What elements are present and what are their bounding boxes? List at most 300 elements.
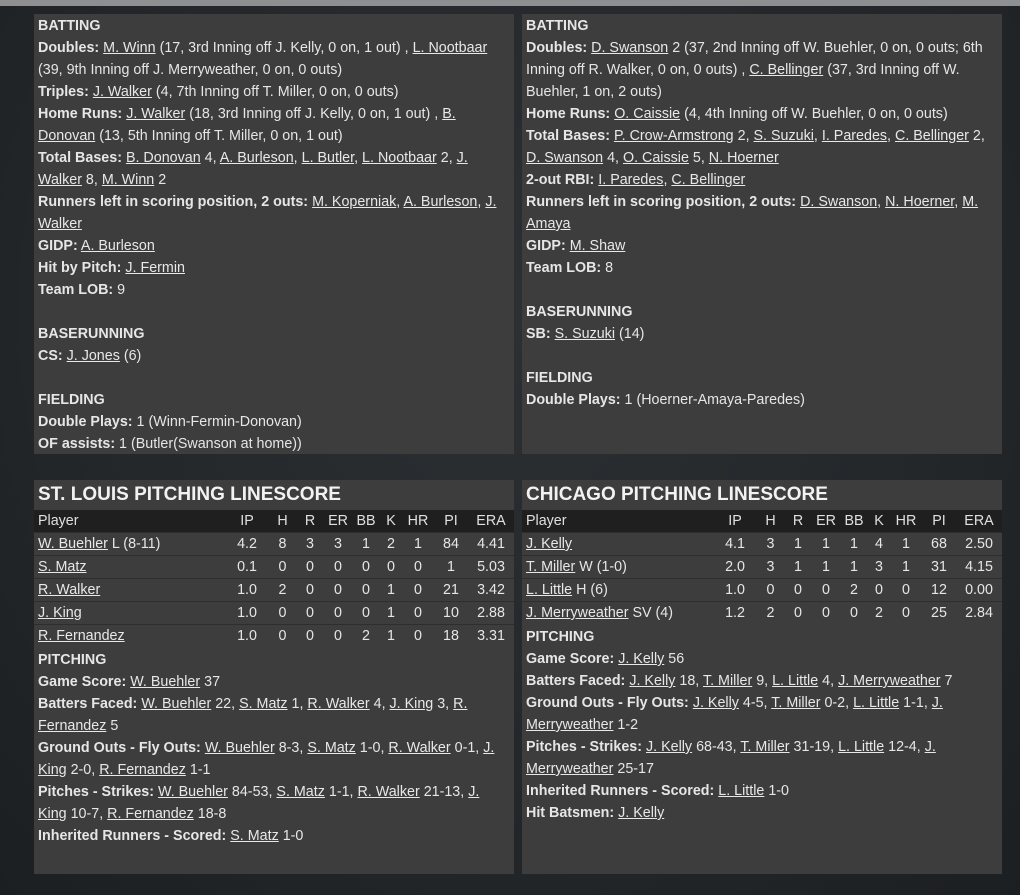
table-row [522, 556, 1002, 579]
stat-cell: 4.2 [225, 533, 269, 556]
player-link-r-fernandez[interactable]: R. Fernandez [38, 628, 125, 644]
player-link-j-king[interactable]: J. King [38, 605, 82, 621]
stat-detail: 2, [436, 150, 457, 166]
stat-cell: 2.50 [956, 533, 1002, 556]
player-link-j-kelly[interactable]: J. Kelly [629, 673, 676, 689]
total-bases-line: Total Bases: P. Crow-Armstrong 2, S. Suzuki, I. Paredes, C. Bellinger 2, D. Swanson 4, O. Caissie 5, N. Hoerner [526, 128, 985, 166]
player-cell [34, 533, 225, 556]
team-lob-line: Team LOB: 9 [38, 282, 126, 298]
stat-detail: 4, [369, 696, 390, 712]
column-header-player: Player [34, 510, 225, 533]
player-link-i-paredes[interactable]: I. Paredes [598, 172, 664, 188]
stat-cell: 10 [434, 602, 468, 625]
column-header-pi: PI [922, 510, 956, 533]
stat-detail: 18-8 [193, 806, 227, 822]
batting-heading: BATTING [38, 18, 101, 34]
column-header-pi: PI [434, 510, 468, 533]
stat-detail: 1, [287, 696, 308, 712]
stat-detail: 2, [733, 128, 754, 144]
stat-cell: 3.42 [468, 579, 514, 602]
stat-detail: 4, [603, 150, 623, 166]
stat-cell: 3 [868, 556, 890, 579]
player-link-j-kelly[interactable]: J. Kelly [692, 695, 739, 711]
stat-detail: (4, 4th Inning off W. Buehler, 0 on, 0 outs) [680, 106, 948, 122]
stat-cell: 1.0 [713, 579, 757, 602]
stat-cell: 3 [324, 533, 352, 556]
stat-cell: 0 [269, 556, 296, 579]
stat-detail: 25-17 [613, 761, 654, 777]
player-link-s-matz[interactable]: S. Matz [230, 828, 279, 844]
stat-detail: (37, 3rd Inning off W. Buehler, 1 on, 2 outs) [526, 62, 960, 100]
stat-cell: 0.1 [225, 556, 269, 579]
player-link-r-walker[interactable]: R. Walker [38, 582, 101, 598]
player-link-w-buehler[interactable]: W. Buehler [130, 674, 201, 690]
player-link-w-buehler[interactable]: W. Buehler [158, 784, 228, 800]
player-link-t-miller[interactable]: T. Miller [526, 559, 576, 575]
stat-detail: 3, [433, 696, 454, 712]
player-link-r-walker[interactable]: R. Walker [388, 740, 451, 756]
stat-cell: 0 [890, 579, 922, 602]
column-header-r: R [784, 510, 812, 533]
column-header-k: K [868, 510, 890, 533]
stat-cell: 2 [352, 625, 380, 648]
player-link-d-swanson[interactable]: D. Swanson [800, 194, 878, 210]
player-link-w-buehler[interactable]: W. Buehler [204, 740, 275, 756]
player-link-w-buehler[interactable]: W. Buehler [141, 696, 212, 712]
stat-cell: 1 [402, 533, 434, 556]
stat-cell: 1.0 [225, 579, 269, 602]
player-link-j-walker[interactable]: J. Walker [92, 84, 152, 100]
player-link-b-donovan[interactable]: B. Donovan [38, 106, 456, 144]
player-link-p-crow-armstrong[interactable]: P. Crow-Armstrong [613, 128, 734, 144]
stat-cell: 1 [890, 556, 922, 579]
player-link-j-merryweather[interactable]: J. Merryweather [526, 739, 936, 777]
player-link-j-walker[interactable]: J. Walker [38, 150, 468, 188]
table-row [522, 579, 1002, 602]
stat-cell: 18 [434, 625, 468, 648]
stat-cell: 2.84 [956, 602, 1002, 625]
stat-detail: (13, 5th Inning off T. Miller, 0 on, 1 out) [95, 128, 343, 144]
player-link-s-matz[interactable]: S. Matz [239, 696, 288, 712]
player-link-b-donovan[interactable]: B. Donovan [125, 150, 201, 166]
stat-cell: 0 [402, 625, 434, 648]
total-bases-line: Total Bases: B. Donovan 4, A. Burleson, L. Butler, L. Nootbaar 2, J. Walker 8, M. Winn 2 [38, 150, 468, 188]
player-link-c-bellinger[interactable]: C. Bellinger [749, 62, 824, 78]
table-row [522, 602, 1002, 625]
player-cell [34, 556, 225, 579]
player-cell [34, 579, 225, 602]
stat-cell: 0 [352, 602, 380, 625]
game-score-line: Game Score: W. Buehler 37 [38, 674, 221, 690]
player-link-j-merryweather[interactable]: J. Merryweather [526, 605, 629, 621]
player-link-j-kelly[interactable]: J. Kelly [618, 805, 665, 821]
stat-detail: (4, 7th Inning off T. Miller, 0 on, 0 outs) [151, 84, 399, 100]
table-row [34, 625, 514, 648]
player-link-l-little[interactable]: L. Little [853, 695, 900, 711]
doubles-line: Doubles: M. Winn (17, 3rd Inning off J. Kelly, 0 on, 1 out) , L. Nootbaar (39, 9th Inning off J. Merryweather, 0 on, 0 outs) [38, 40, 488, 78]
stat-detail: (6) [119, 348, 142, 364]
batters-faced-line: Batters Faced: W. Buehler 22, S. Matz 1, R. Walker 4, J. King 3, R. Fernandez 5 [38, 696, 468, 734]
stat-cell: 0 [296, 625, 324, 648]
player-link-m-winn[interactable]: M. Winn [103, 40, 156, 56]
pitching-heading: PITCHING [38, 652, 107, 668]
double-plays-line: Double Plays: 1 (Winn-Fermin-Donovan) [38, 414, 302, 430]
stat-cell: 0 [868, 579, 890, 602]
doubles-line: Doubles: D. Swanson 2 (37, 2nd Inning off W. Buehler, 0 on, 0 outs; 6th Inning off R. Walker, 0 on, 0 outs) , C. Bellinger (37, 3rd Inning off W. Buehler, 1 on, 2 outs) [526, 40, 983, 100]
stat-cell: 0 [324, 579, 352, 602]
table-row [34, 556, 514, 579]
stat-cell: 4.15 [956, 556, 1002, 579]
player-link-m-winn[interactable]: M. Winn [101, 172, 155, 188]
inherited-runners-line: Inherited Runners - Scored: S. Matz 1-0 [38, 828, 304, 844]
chc-batting-panel [522, 14, 1002, 454]
window-top-bar [0, 0, 1020, 6]
home-runs-line: Home Runs: J. Walker (18, 3rd Inning off J. Kelly, 0 on, 1 out) , B. Donovan (13, 5th Inning off T. Miller, 0 on, 1 out) [38, 106, 456, 144]
player-cell [34, 602, 225, 625]
player-link-r-walker[interactable]: R. Walker [307, 696, 370, 712]
column-header-hr: HR [402, 510, 434, 533]
stat-cell: 0.00 [956, 579, 1002, 602]
stat-cell: 5.03 [468, 556, 514, 579]
stat-detail: 68-43, [692, 739, 741, 755]
player-cell [522, 533, 713, 556]
stat-detail: , [877, 194, 886, 210]
stat-cell: 3.31 [468, 625, 514, 648]
player-cell [522, 556, 713, 579]
player-link-j-kelly[interactable]: J. Kelly [646, 739, 693, 755]
player-link-c-bellinger[interactable]: C. Bellinger [671, 172, 746, 188]
stat-cell: 1 [840, 556, 868, 579]
stat-detail: 2 (37, 2nd Inning off W. Buehler, 0 on, 0 outs; 6th Inning off R. Walker, 0 on, 0 outs) , [526, 40, 983, 78]
stat-cell: 31 [922, 556, 956, 579]
stat-detail: 10-7, [66, 806, 108, 822]
of-assists-line: OF assists: 1 (Butler(Swanson at home)) [38, 436, 302, 452]
player-link-d-swanson[interactable]: D. Swanson [591, 40, 669, 56]
stat-cell: 0 [324, 602, 352, 625]
stat-detail: 7 [940, 673, 953, 689]
stat-cell: 0 [402, 556, 434, 579]
player-link-s-matz[interactable]: S. Matz [307, 740, 356, 756]
player-link-j-merryweather[interactable]: J. Merryweather [838, 673, 941, 689]
column-header-ip: IP [225, 510, 269, 533]
player-link-s-matz[interactable]: S. Matz [38, 559, 87, 575]
stat-cell: 1.0 [225, 602, 269, 625]
stat-cell: 0 [296, 602, 324, 625]
stat-detail: 31-19, [789, 739, 839, 755]
stat-detail: 1-1, [324, 784, 358, 800]
stl-batting-panel [34, 14, 514, 454]
go-fo-line: Ground Outs - Fly Outs: J. Kelly 4-5, T. Miller 0-2, L. Little 1-1, J. Merryweather 1-2 [526, 695, 943, 733]
column-header-h: H [757, 510, 784, 533]
player-link-l-little[interactable]: L. Little [772, 673, 819, 689]
stat-detail: 1-1, [899, 695, 932, 711]
column-header-bb: BB [352, 510, 380, 533]
player-link-w-buehler[interactable]: W. Buehler [38, 536, 108, 552]
table-row [522, 533, 1002, 556]
player-link-m-shaw[interactable]: M. Shaw [569, 238, 626, 254]
player-link-j-walker[interactable]: J. Walker [126, 106, 186, 122]
table-row [34, 533, 514, 556]
stat-cell: 0 [784, 579, 812, 602]
player-link-i-paredes[interactable]: I. Paredes [821, 128, 888, 144]
stat-detail: 84-53, [227, 784, 277, 800]
stat-detail: 1-0 [278, 828, 304, 844]
decision-note: H (6) [572, 582, 608, 598]
stat-detail: 1-0, [355, 740, 389, 756]
stat-detail: 1-1 [185, 762, 211, 778]
stat-detail: 9, [752, 673, 773, 689]
player-link-r-fernandez[interactable]: R. Fernandez [99, 762, 186, 778]
batting-heading: BATTING [526, 18, 589, 34]
stat-detail: 2 [154, 172, 167, 188]
table-header-row [34, 510, 514, 533]
column-header-r: R [296, 510, 324, 533]
player-link-r-fernandez[interactable]: R. Fernandez [107, 806, 194, 822]
player-link-l-little[interactable]: L. Little [718, 783, 765, 799]
stat-cell: 2 [840, 579, 868, 602]
stl-pitching-panel [34, 480, 514, 874]
stat-cell: 3 [757, 533, 784, 556]
gidp-line: GIDP: A. Burleson [38, 238, 155, 254]
stat-cell: 1.0 [225, 625, 269, 648]
pitching-heading: PITCHING [526, 629, 595, 645]
stat-cell: 2 [269, 579, 296, 602]
stat-cell: 1 [812, 556, 840, 579]
stat-cell: 0 [324, 556, 352, 579]
player-link-d-swanson[interactable]: D. Swanson [526, 150, 604, 166]
player-cell [522, 579, 713, 602]
player-link-a-burleson[interactable]: A. Burleson [403, 194, 478, 210]
stat-cell: 1 [352, 533, 380, 556]
pitching-linescore-table [522, 510, 1002, 624]
stat-cell: 0 [784, 602, 812, 625]
stat-cell: 1 [380, 625, 402, 648]
decision-note: W (1-0) [575, 559, 627, 575]
column-header-er: ER [812, 510, 840, 533]
gidp-line: GIDP: M. Shaw [526, 238, 626, 254]
baserunning-heading: BASERUNNING [38, 326, 145, 342]
pitching-linescore-table [34, 510, 514, 647]
stat-detail: (18, 3rd Inning off J. Kelly, 0 on, 1 out) , [185, 106, 443, 122]
stat-detail: 22, [211, 696, 240, 712]
stat-detail: 4, [200, 150, 220, 166]
two-out-rbi-line: 2-out RBI: I. Paredes, C. Bellinger [526, 172, 746, 188]
stat-detail: , [396, 194, 404, 210]
stat-detail: (14) [615, 326, 645, 342]
stat-detail: 0-1, [450, 740, 484, 756]
stat-cell: 1 [890, 533, 922, 556]
column-header-bb: BB [840, 510, 868, 533]
player-link-t-miller[interactable]: T. Miller [702, 673, 753, 689]
table-header-row [522, 510, 1002, 533]
stat-cell: 1 [380, 579, 402, 602]
stat-cell: 21 [434, 579, 468, 602]
stat-cell: 1 [812, 533, 840, 556]
stat-cell: 1 [434, 556, 468, 579]
player-link-r-fernandez[interactable]: R. Fernandez [38, 696, 468, 734]
stat-detail: , [813, 128, 822, 144]
stat-cell: 1.2 [713, 602, 757, 625]
stat-cell: 4 [868, 533, 890, 556]
stat-cell: 0 [402, 579, 434, 602]
stat-cell: 0 [324, 625, 352, 648]
chc-pitching-panel [522, 480, 1002, 874]
player-link-l-little[interactable]: L. Little [838, 739, 885, 755]
stat-cell: 68 [922, 533, 956, 556]
stat-cell: 2 [380, 533, 402, 556]
player-link-m-amaya[interactable]: M. Amaya [526, 194, 979, 232]
stat-detail: 0-2, [820, 695, 854, 711]
player-link-j-walker[interactable]: J. Walker [38, 194, 497, 232]
stat-detail: , [663, 172, 672, 188]
player-link-o-caissie[interactable]: O. Caissie [614, 106, 681, 122]
linescore-title: ST. LOUIS PITCHING LINESCORE [38, 484, 341, 505]
player-link-j-fermin[interactable]: J. Fermin [125, 260, 185, 276]
stat-detail: (39, 9th Inning off J. Merryweather, 0 on, 0 outs) [38, 62, 343, 78]
player-link-j-jones[interactable]: J. Jones [66, 348, 120, 364]
double-plays-line: Double Plays: 1 (Hoerner-Amaya-Paredes) [526, 392, 805, 408]
stat-detail: 2-0, [66, 762, 100, 778]
column-header-hr: HR [890, 510, 922, 533]
stat-cell: 2 [868, 602, 890, 625]
player-link-l-butler[interactable]: L. Butler [301, 150, 355, 166]
player-link-j-merryweather[interactable]: J. Merryweather [526, 695, 943, 733]
table-row [34, 579, 514, 602]
player-link-l-nootbaar[interactable]: L. Nootbaar [362, 150, 437, 166]
player-link-o-caissie[interactable]: O. Caissie [622, 150, 689, 166]
stat-cell: 1 [784, 533, 812, 556]
player-link-l-nootbaar[interactable]: L. Nootbaar [412, 40, 488, 56]
risp-line: Runners left in scoring position, 2 outs: D. Swanson, N. Hoerner, M. Amaya [526, 194, 979, 232]
stat-detail: 8, [81, 172, 102, 188]
stat-cell: 1 [784, 556, 812, 579]
player-link-a-burleson[interactable]: A. Burleson [219, 150, 294, 166]
home-runs-line: Home Runs: O. Caissie (4, 4th Inning off W. Buehler, 0 on, 0 outs) [526, 106, 948, 122]
hbp-line: Hit by Pitch: J. Fermin [38, 260, 185, 276]
stat-cell: 0 [840, 602, 868, 625]
stat-cell: 0 [812, 602, 840, 625]
stat-cell: 3 [757, 556, 784, 579]
fielding-heading: FIELDING [526, 370, 593, 386]
stat-cell: 0 [812, 579, 840, 602]
stat-cell: 0 [296, 556, 324, 579]
player-link-j-king[interactable]: J. King [38, 740, 495, 778]
stat-detail: 5 [106, 718, 119, 734]
stat-detail: 37 [200, 674, 221, 690]
stat-cell: 0 [352, 556, 380, 579]
cs-line: CS: J. Jones (6) [38, 348, 142, 364]
baserunning-heading: BASERUNNING [526, 304, 633, 320]
risp-line: Runners left in scoring position, 2 outs: M. Koperniak, A. Burleson, J. Walker [38, 194, 497, 232]
column-header-era: ERA [468, 510, 514, 533]
column-header-k: K [380, 510, 402, 533]
stat-detail: 1-0 [764, 783, 790, 799]
player-link-j-kelly[interactable]: J. Kelly [526, 536, 573, 552]
stat-detail: , [354, 150, 363, 166]
player-link-j-kelly[interactable]: J. Kelly [618, 651, 665, 667]
stat-detail: 5, [688, 150, 709, 166]
player-link-s-suzuki[interactable]: S. Suzuki [554, 326, 616, 342]
stat-cell: 8 [269, 533, 296, 556]
stat-cell: 0 [269, 625, 296, 648]
stat-cell: 12 [922, 579, 956, 602]
stat-cell: 1 [840, 533, 868, 556]
stat-detail: (17, 3rd Inning off J. Kelly, 0 on, 1 out) , [155, 40, 413, 56]
stat-cell: 4.1 [713, 533, 757, 556]
stat-cell: 2.88 [468, 602, 514, 625]
stat-cell: 0 [296, 579, 324, 602]
stat-detail: 4, [818, 673, 839, 689]
column-header-ip: IP [713, 510, 757, 533]
stat-detail: 12-4, [884, 739, 925, 755]
player-link-s-suzuki[interactable]: S. Suzuki [753, 128, 814, 144]
stat-detail: , [477, 194, 486, 210]
stat-cell: 0 [757, 579, 784, 602]
column-header-h: H [269, 510, 296, 533]
player-link-j-king[interactable]: J. King [38, 784, 480, 822]
stat-cell: 3 [296, 533, 324, 556]
decision-note: L (8-11) [107, 536, 161, 552]
stat-detail: 56 [664, 651, 685, 667]
player-link-r-walker[interactable]: R. Walker [357, 784, 420, 800]
inherited-runners-line: Inherited Runners - Scored: L. Little 1-0 [526, 783, 790, 799]
hit-batsmen-line: Hit Batsmen: J. Kelly [526, 805, 665, 821]
player-link-j-king[interactable]: J. King [389, 696, 434, 712]
player-link-l-little[interactable]: L. Little [526, 582, 573, 598]
stat-detail: , [954, 194, 963, 210]
stat-cell: 0 [402, 602, 434, 625]
column-header-era: ERA [956, 510, 1002, 533]
player-link-t-miller[interactable]: T. Miller [771, 695, 821, 711]
stat-cell: 4.41 [468, 533, 514, 556]
stat-detail: 4-5, [738, 695, 772, 711]
stat-cell: 0 [269, 602, 296, 625]
player-link-t-miller[interactable]: T. Miller [740, 739, 790, 755]
stat-cell: 25 [922, 602, 956, 625]
stat-cell: 2.0 [713, 556, 757, 579]
sb-line: SB: S. Suzuki (14) [526, 326, 645, 342]
pitches-strikes-line: Pitches - Strikes: J. Kelly 68-43, T. Miller 31-19, L. Little 12-4, J. Merryweather 25-17 [526, 739, 936, 777]
player-cell [34, 625, 225, 648]
player-link-c-bellinger[interactable]: C. Bellinger [895, 128, 969, 144]
player-link-n-hoerner[interactable]: N. Hoerner [885, 194, 955, 210]
player-link-a-burleson[interactable]: A. Burleson [80, 238, 155, 254]
game-score-line: Game Score: J. Kelly 56 [526, 651, 685, 667]
stat-detail: , [293, 150, 302, 166]
player-link-n-hoerner[interactable]: N. Hoerner [708, 150, 779, 166]
team-lob-line: Team LOB: 8 [526, 260, 614, 276]
stat-cell: 0 [352, 579, 380, 602]
column-header-player: Player [522, 510, 713, 533]
stat-cell: 1 [380, 602, 402, 625]
stat-detail: 8-3, [274, 740, 308, 756]
stat-cell: 0 [890, 602, 922, 625]
table-row [34, 602, 514, 625]
column-header-er: ER [324, 510, 352, 533]
stat-cell: 84 [434, 533, 468, 556]
stat-detail: 1-2 [613, 717, 639, 733]
stat-detail: , [887, 128, 895, 144]
player-link-m-koperniak[interactable]: M. Koperniak [312, 194, 397, 210]
decision-note: SV (4) [628, 605, 673, 621]
linescore-title: CHICAGO PITCHING LINESCORE [526, 484, 828, 505]
player-cell [522, 602, 713, 625]
stat-cell: 2 [757, 602, 784, 625]
player-link-s-matz[interactable]: S. Matz [276, 784, 325, 800]
stat-detail: 21-13, [419, 784, 469, 800]
triples-line: Triples: J. Walker (4, 7th Inning off T. Miller, 0 on, 0 outs) [38, 84, 399, 100]
batters-faced-line: Batters Faced: J. Kelly 18, T. Miller 9, L. Little 4, J. Merryweather 7 [526, 673, 953, 689]
